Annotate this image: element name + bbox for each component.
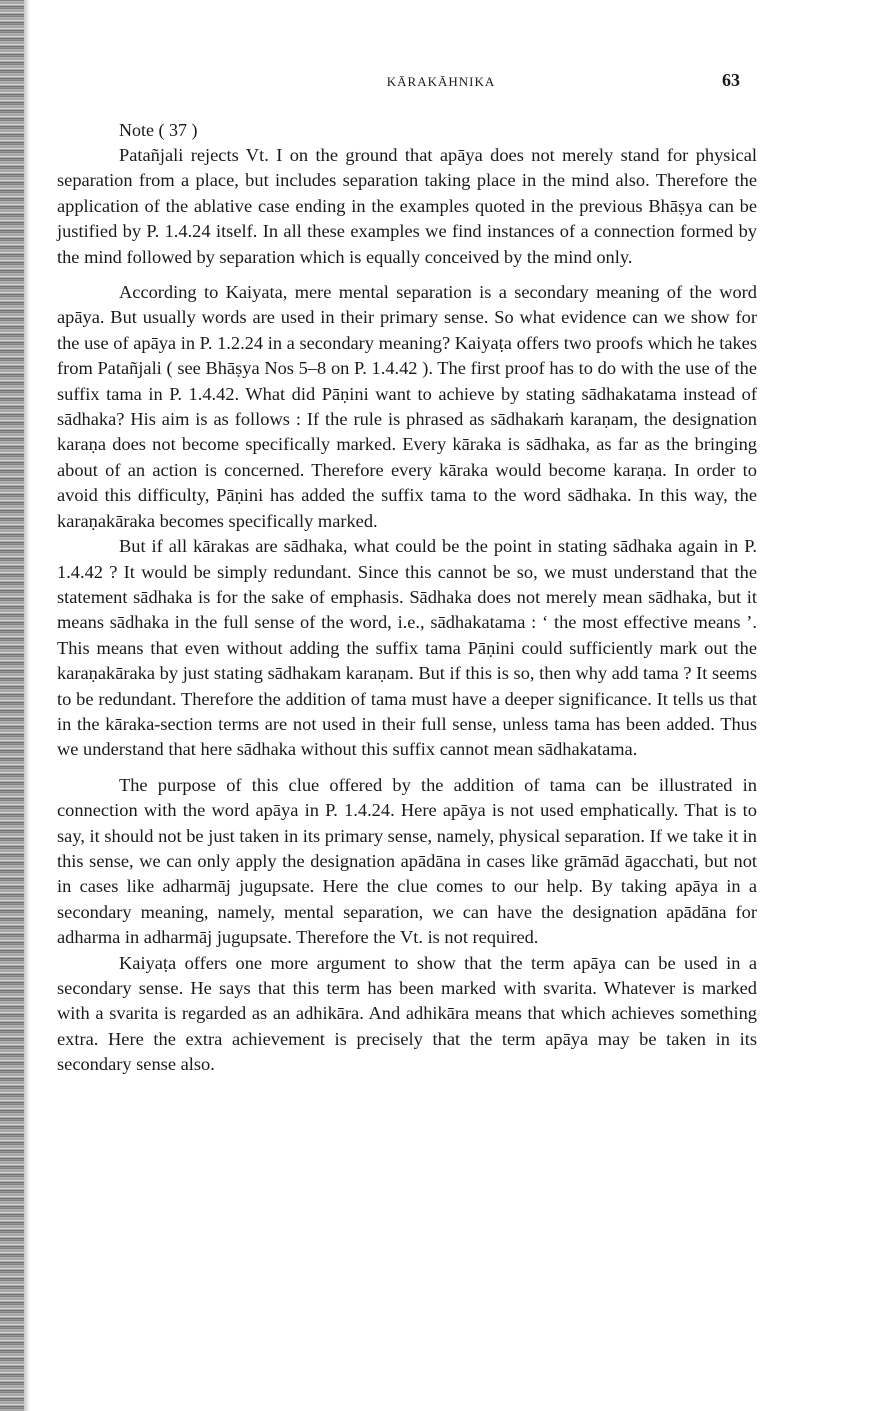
page-number: 63 xyxy=(722,70,740,90)
body-text xyxy=(57,117,757,1078)
paragraph-1: Patañjali rejects Vt. I on the ground that apāya does not merely stand for physical separation from a place, but includes separation taking place in the mind also. Therefore the application of the ablative case ending in the examples quoted in the previous Bhāṣya can be justified by P. 1.4.24 itself. In all these examples we find instances of a connection formed by the mind followed by separation which is equally conceived by the mind only. xyxy=(57,145,757,267)
paragraph-4: The purpose of this clue offered by the addition of tama can be illustrated in connection with the word apāya in P. 1.4.24. Here apāya is not used emphatically. That is to say, it should not be just taken in its primary sense, namely, physical separation. If we take it in this sense, we can only apply the designation apādāna in cases like grāmād āgacchati, but not in cases like adharmāj jugupsate. Here the clue comes to our help. By taking apāya in a secondary meaning, namely, mental separation, we can have the designation apādāna for adharma in adharmāj jugupsate. Therefore the Vt. is not required. xyxy=(57,774,757,948)
paragraph-3: But if all kārakas are sādhaka, what could be the point in stating sādhaka again in P. 1.4.42 ? It would be simply redundant. Since this cannot be so, we must understand that the statement sādhaka is for the sake of emphasis. Sādhaka does not merely mean sādhaka, but it means sādhaka in the full sense of the word, i.e., sādhakatama : ‘ the most effective means ’. This means that even without adding the suffix tama Pāṇini could sufficiently mark out the karaṇakāraka by just stating sādhakam karaṇam. But if this is so, then why add tama ? It seems to be redundant. Therefore the addition of tama must have a deeper significance. It tells us that in the kāraka-section terms are not used in their full sense, unless tama has been added. Thus we understand that here sādhaka without this suffix cannot mean sādhakatama. xyxy=(57,536,757,760)
running-title: KĀRAKĀHNIKA xyxy=(386,74,496,89)
note-heading: Note ( 37 ) xyxy=(119,120,198,140)
paragraph-5: Kaiyaṭa offers one more argument to show that the term apāya can be used in a secondary sense. He says that this term has been marked with svarita. Whatever is marked with a svarita is regarded as an adhikāra. And adhikāra means that which achieves something extra. Here the extra achievement is precisely that the term apāya may be taken in its secondary sense also. xyxy=(57,952,757,1075)
paragraph-2: According to Kaiyata, mere mental separation is a secondary meaning of the word apāya. But usually words are used in their primary sense. So what evidence can we show for the use of apāya in P. 1.2.24 in a secondary meaning? Kaiyaṭa offers two proofs which he takes from Patañjali ( see Bhāṣya Nos 5–8 on P. 1.4.42 ). The first proof has to do with the use of the suffix tama in P. 1.4.42. What did Pāṇini want to achieve by stating sādhakatama instead of sādhaka? His aim is as follows : If the rule is phrased as sādhakaṁ karaṇam, the designation karaṇa does not become specifically marked. Every kāraka is sādhaka, as far as the bringing about of an action is concerned. Therefore every kāraka would become karaṇa. In order to avoid this difficulty, Pāṇini has added the suffix tama to the word sādhaka. In this way, the karaṇakāraka becomes specifically marked. xyxy=(57,282,757,531)
page-binding-edge xyxy=(0,0,24,1411)
